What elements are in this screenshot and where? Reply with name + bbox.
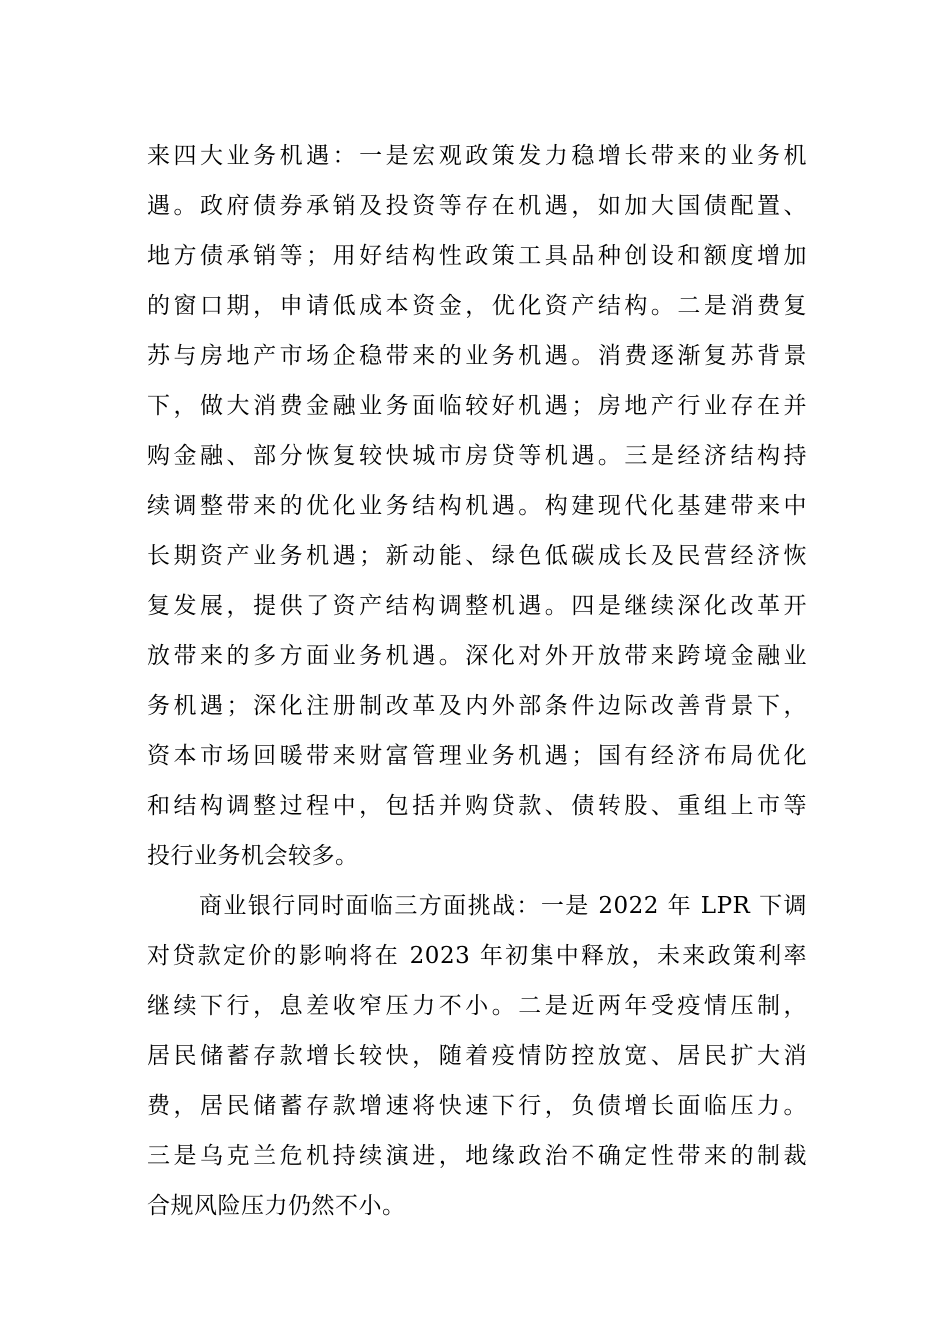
text-line: 合规风险压力仍然不小。	[147, 1193, 406, 1219]
text-line: 下，做大消费金融业务面临较好机遇；房地产行业存在并	[147, 393, 807, 419]
text-line: 苏与房地产市场企稳带来的业务机遇。消费逐渐复苏背景	[147, 343, 807, 369]
text-line: 和结构调整过程中，包括并购贷款、债转股、重组上市等	[147, 793, 807, 819]
text-line: 的窗口期，申请低成本资金，优化资产结构。二是消费复	[147, 293, 807, 319]
text-line: 三是乌克兰危机持续演进，地缘政治不确定性带来的制裁	[147, 1143, 807, 1169]
text-line: 继续下行，息差收窄压力不小。二是近两年受疫情压制，	[147, 993, 807, 1019]
text-line: 对贷款定价的影响将在 2023 年初集中释放，未来政策利率	[147, 943, 807, 969]
text-line: 遇。政府债券承销及投资等存在机遇，如加大国债配置、	[147, 193, 807, 219]
text-line: 购金融、部分恢复较快城市房贷等机遇。三是经济结构持	[147, 443, 807, 469]
text-line: 地方债承销等；用好结构性政策工具品种创设和额度增加	[147, 243, 807, 269]
text-line: 复发展，提供了资产结构调整机遇。四是继续深化改革开	[147, 593, 807, 619]
text-line: 居民储蓄存款增长较快，随着疫情防控放宽、居民扩大消	[147, 1043, 807, 1069]
text-line: 长期资产业务机遇；新动能、绿色低碳成长及民营经济恢	[147, 543, 807, 569]
text-line: 续调整带来的优化业务结构机遇。构建现代化基建带来中	[147, 493, 807, 519]
paragraph-challenges	[147, 881, 807, 1231]
text-line: 放带来的多方面业务机遇。深化对外开放带来跨境金融业	[147, 643, 807, 669]
text-line: 费，居民储蓄存款增速将快速下行，负债增长面临压力。	[147, 1093, 807, 1119]
text-line: 商业银行同时面临三方面挑战：一是 2022 年 LPR 下调	[199, 893, 807, 919]
paragraph-opportunities	[147, 131, 807, 881]
text-line: 投行业务机会较多。	[147, 843, 359, 869]
document-page	[147, 131, 807, 1231]
text-line: 务机遇；深化注册制改革及内外部条件边际改善背景下，	[147, 693, 807, 719]
text-line: 资本市场回暖带来财富管理业务机遇；国有经济布局优化	[147, 743, 807, 769]
text-line: 来四大业务机遇：一是宏观政策发力稳增长带来的业务机	[147, 143, 807, 169]
